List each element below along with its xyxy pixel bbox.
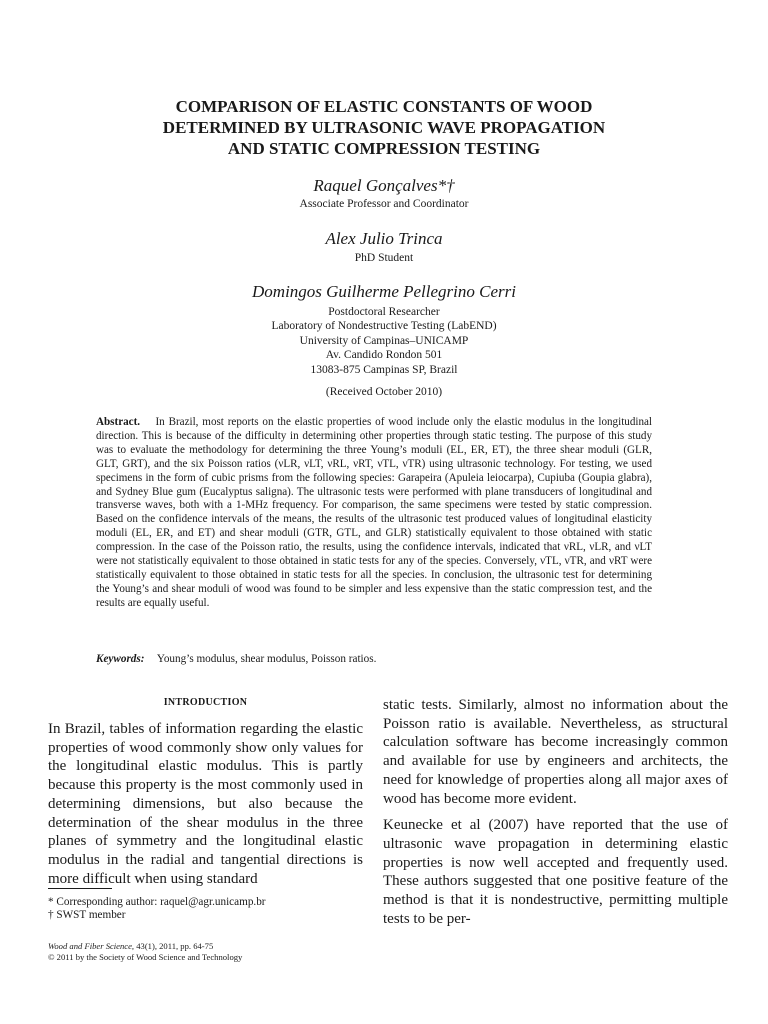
affiliation-line: Av. Candido Rondon 501 (325, 349, 443, 362)
journal-volume-pages: 43(1), 2011, pp. 64-75 (134, 941, 214, 951)
paper-title (60, 96, 708, 159)
title-line: AND STATIC COMPRESSION TESTING (227, 139, 541, 158)
footnotes (48, 896, 363, 921)
body-paragraph: static tests. Similarly, almost no information about the Poisson ratio is available. Nevertheless, as structural calculation software has become increasingly common and available for use by engineers and architects, the need for knowledge of properties along all major axes of wood has become more evident. (383, 697, 728, 807)
section-heading: INTRODUCTION (163, 697, 248, 708)
received-date: (Received October 2010) (325, 386, 443, 398)
affiliation-line: University of Campinas–UNICAMP (299, 334, 469, 347)
author-role: Postdoctoral Researcher (328, 306, 440, 318)
affiliation (0, 319, 768, 377)
keywords (96, 652, 652, 666)
body-paragraph: In Brazil, tables of information regarding the elastic properties of wood commonly show only values for the longitudinal elastic modulus. This is partly because this property is the most commonly used in determining dimensions, but also because the determination of the shear modulus in the three planes of symmetry and the longitudinal elastic modulus in the radial and tangential directions is more difficult when using standard (48, 721, 363, 887)
body-paragraph: Keunecke et al (2007) have reported that the use of ultrasonic wave propagation in determining elastic properties is now well accepted and frequently used. These authors suggested that one positive feature of the method is that it is nondestructive, permitting multiple tests to be per- (383, 817, 728, 927)
abstract-text: In Brazil, most reports on the elastic properties of wood include only the elastic modulus in the longitudinal direction. This is because of the difficulty in determining other properties through static testing. The purpose of this study was to evaluate the methodology for determining the three Young’s moduli (EL, ER, ET), the three shear moduli (GLR, GLT, GRT), and the six Poisson ratios (νLR, νLT, νRL, νRT, νTL, νTR) using ultrasonic technology. For testing, we used specimens in the form of cubic prisms from the following species: Garapeira (Apuleia leiocarpa), Cupiuba (Goupia glabra), and Sydney Blue gum (Eucalyptus saligna). The ultrasonic tests were performed with plane transducers of longitudinal and transverse waves, both with a 1-MHz frequency. For comparison, the same specimens were tested by static compression. Based on the confidence intervals of the means, the results of the ultrasonic test produced values of longitudinal elasticity moduli (EL, ER, and ET) and shear moduli (GTR, GTL, and GLR) statistically equivalent to those obtained with static compression. In the case of the Poisson ratio, the results, using the confidence intervals, indicated that νRL, νLR, and νLT were not statistically equivalent to those obtained in static tests for any of the species. Conversely, νTL, νTR, and νRT were statistically equivalent to those obtained in static tests for all the species. In conclusion, the ultrasonic test for determining the Young’s and shear moduli of wood was found to be simpler and less expensive than the static compression test, and the results are equally useful. (96, 416, 653, 609)
journal-info (48, 941, 448, 963)
journal-copyright: © 2011 by the Society of Wood Science and Technology (48, 951, 243, 962)
footnote-divider (48, 888, 112, 889)
journal-name: Wood and Fiber Science, (48, 941, 135, 951)
keywords-text: Young’s modulus, shear modulus, Poisson ratios. (156, 653, 377, 665)
author-name: Raquel Gonçalves*† (313, 176, 455, 195)
title-line: COMPARISON OF ELASTIC CONSTANTS OF WOOD (175, 97, 593, 116)
affiliation-line: Laboratory of Nondestructive Testing (LabEND) (271, 320, 497, 332)
abstract-label: Abstract. (96, 416, 141, 428)
title-line: DETERMINED BY ULTRASONIC WAVE PROPAGATION (162, 118, 606, 137)
author-role: PhD Student (354, 252, 414, 264)
abstract (96, 416, 652, 611)
author-name: Domingos Guilherme Pellegrino Cerri (252, 282, 516, 301)
left-column (48, 696, 363, 888)
footnote: * Corresponding author: raquel@agr.unicamp.br (48, 896, 266, 908)
footnote: † SWST member (48, 908, 126, 921)
journal-citation (48, 941, 448, 952)
author-role: Associate Professor and Coordinator (299, 198, 469, 210)
author-name: Alex Julio Trinca (325, 229, 443, 248)
right-column (383, 696, 728, 928)
affiliation-line: 13083-875 Campinas SP, Brazil (310, 363, 458, 376)
keywords-label: Keywords: (96, 653, 145, 665)
